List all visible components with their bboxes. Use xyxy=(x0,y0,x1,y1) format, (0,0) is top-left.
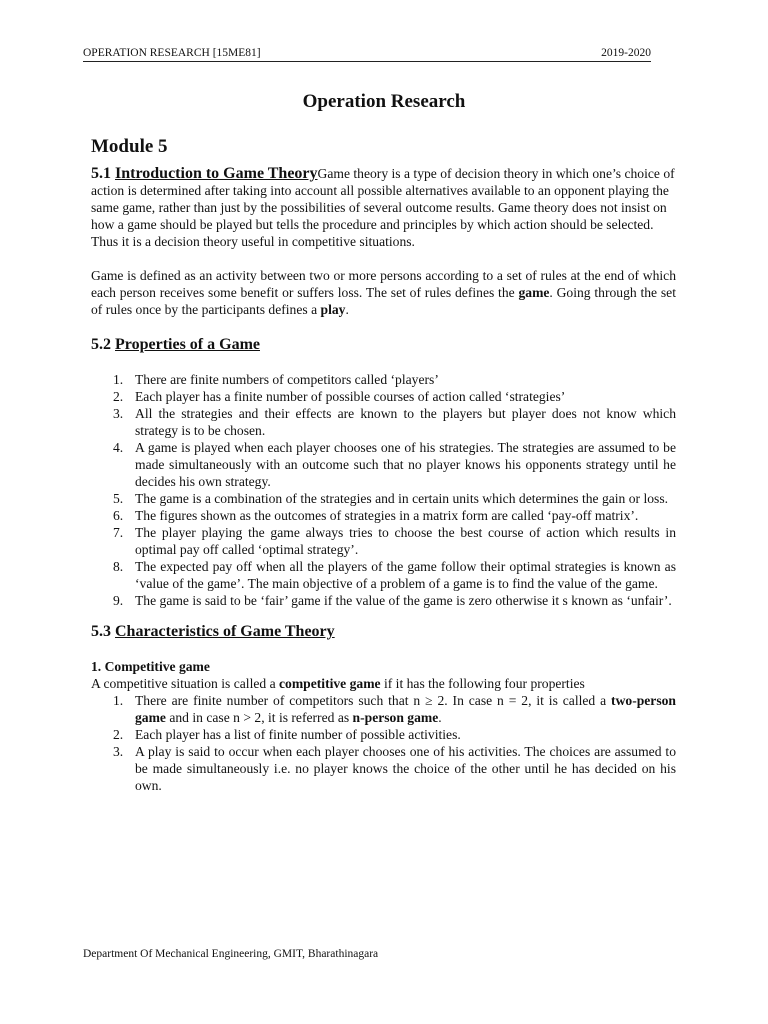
list-text: The game is said to be ‘fair’ game if the value of the game is zero otherwise it s known as ‘unfair’. xyxy=(135,593,672,608)
list-text: and in case n > 2, it is referred as xyxy=(165,710,353,725)
para-text: A competitive situation is called a xyxy=(91,676,280,691)
list-item xyxy=(91,524,676,558)
list-number: 2. xyxy=(113,389,124,404)
section-5-2-heading xyxy=(91,336,676,353)
term-competitive-game: competitive game xyxy=(279,676,381,691)
document-body xyxy=(91,138,676,794)
section-5-3-title: Characteristics of Game Theory xyxy=(115,623,335,640)
list-item xyxy=(91,558,676,592)
properties-list xyxy=(91,371,676,609)
section-5-3-number: 5.3 xyxy=(91,623,111,640)
page-header xyxy=(83,46,651,62)
para-text: if it has the following four properties xyxy=(380,676,585,691)
list-number: 6. xyxy=(113,508,124,523)
list-number: 5. xyxy=(113,491,124,506)
list-item xyxy=(91,692,676,726)
section-5-1-title: Introduction to Game Theory xyxy=(115,165,318,182)
list-number: 8. xyxy=(113,559,124,574)
section-5-1-number: 5.1 xyxy=(91,165,111,182)
term-play: play xyxy=(320,302,346,317)
section-5-2-number: 5.2 xyxy=(91,336,111,353)
section-5-3-heading xyxy=(91,623,676,640)
list-number: 1. xyxy=(113,693,124,708)
header-year: 2019-2020 xyxy=(601,47,651,59)
list-number: 2. xyxy=(113,727,124,742)
list-text: The player playing the game always tries to choose the best course of action which results in optimal pay off called ‘optimal strategy’. xyxy=(135,525,676,557)
list-item xyxy=(91,439,676,490)
list-text: All the strategies and their effects are known to the players but player does not know which strategy is to be chosen. xyxy=(135,406,676,438)
list-text: A game is played when each player chooses one of his strategies. The strategies are assumed to be made simultaneously with an outcome such that no player knows his opponents strategy until he decides his own strategy. xyxy=(135,440,676,489)
list-text: The figures shown as the outcomes of strategies in a matrix form are called ‘pay-off matrix’. xyxy=(135,508,639,523)
competitive-game-intro xyxy=(91,675,676,692)
para-text: . xyxy=(345,302,349,317)
competitive-game-list xyxy=(91,692,676,794)
list-text: Each player has a list of finite number of possible activities. xyxy=(135,727,461,742)
list-number: 9. xyxy=(113,593,124,608)
page-footer: Department Of Mechanical Engineering, GMIT, Bharathinagara xyxy=(83,948,379,960)
list-number: 7. xyxy=(113,525,124,540)
term-n-person-game: n-person game xyxy=(352,710,439,725)
term-two-person-game: two-person game xyxy=(135,693,676,725)
list-text: . xyxy=(438,710,442,725)
list-number: 4. xyxy=(113,440,124,455)
section-5-1-heading xyxy=(91,165,318,182)
section-5-1 xyxy=(91,165,676,250)
list-number: 1. xyxy=(113,372,124,387)
list-item xyxy=(91,371,676,388)
list-number: 3. xyxy=(113,406,124,421)
list-item xyxy=(91,490,676,507)
module-heading: Module 5 xyxy=(91,136,168,157)
term-game: game xyxy=(518,285,550,300)
competitive-game-heading: 1. Competitive game xyxy=(91,659,210,674)
list-text: There are finite numbers of competitors called ‘players’ xyxy=(135,372,439,387)
header-course: OPERATION RESEARCH [15ME81] xyxy=(83,47,261,59)
list-item xyxy=(91,405,676,439)
section-5-1-text: Game theory is a type of decision theory in which one’s choice of action is determined after taking into account all possible alternatives available to an opponent playing the same game, rather than just by the possibilities of several outcome results. Game theory does not insist on how a game should be played but tells the procedure and principles by which action should be selected. Thus it is a decision theory useful in competitive situations. xyxy=(91,166,675,249)
list-item xyxy=(91,726,676,743)
para-text: . Going through the set of rules once by the participants defines a xyxy=(91,285,676,317)
list-text: A play is said to occur when each player chooses one of his activities. The choices are assumed to be made simultaneously i.e. no player knows the choice of the other until he has decided on his own. xyxy=(135,744,676,793)
list-number: 3. xyxy=(113,744,124,759)
list-item xyxy=(91,743,676,794)
list-item xyxy=(91,507,676,524)
section-5-2-title: Properties of a Game xyxy=(115,336,260,353)
list-text: The game is a combination of the strategies and in certain units which determines the gain or loss. xyxy=(135,491,669,506)
list-item xyxy=(91,388,676,405)
game-definition-paragraph xyxy=(91,267,676,318)
list-text: Each player has a finite number of possible courses of action called ‘strategies’ xyxy=(135,389,566,404)
list-item xyxy=(91,592,676,609)
para-text: Game is defined as an activity between two or more persons according to a set of rules at the end of which each person receives some benefit or suffers loss. The set of rules defines the xyxy=(91,268,676,300)
list-text: There are finite number of competitors such that n ≥ 2. In case n = 2, it is called a xyxy=(135,693,612,708)
document-title: Operation Research xyxy=(302,91,466,112)
list-text: The expected pay off when all the players of the game follow their optimal strategies is known as ‘value of the game’. The main objective of a problem of a game is to find the value of the game. xyxy=(135,559,676,591)
